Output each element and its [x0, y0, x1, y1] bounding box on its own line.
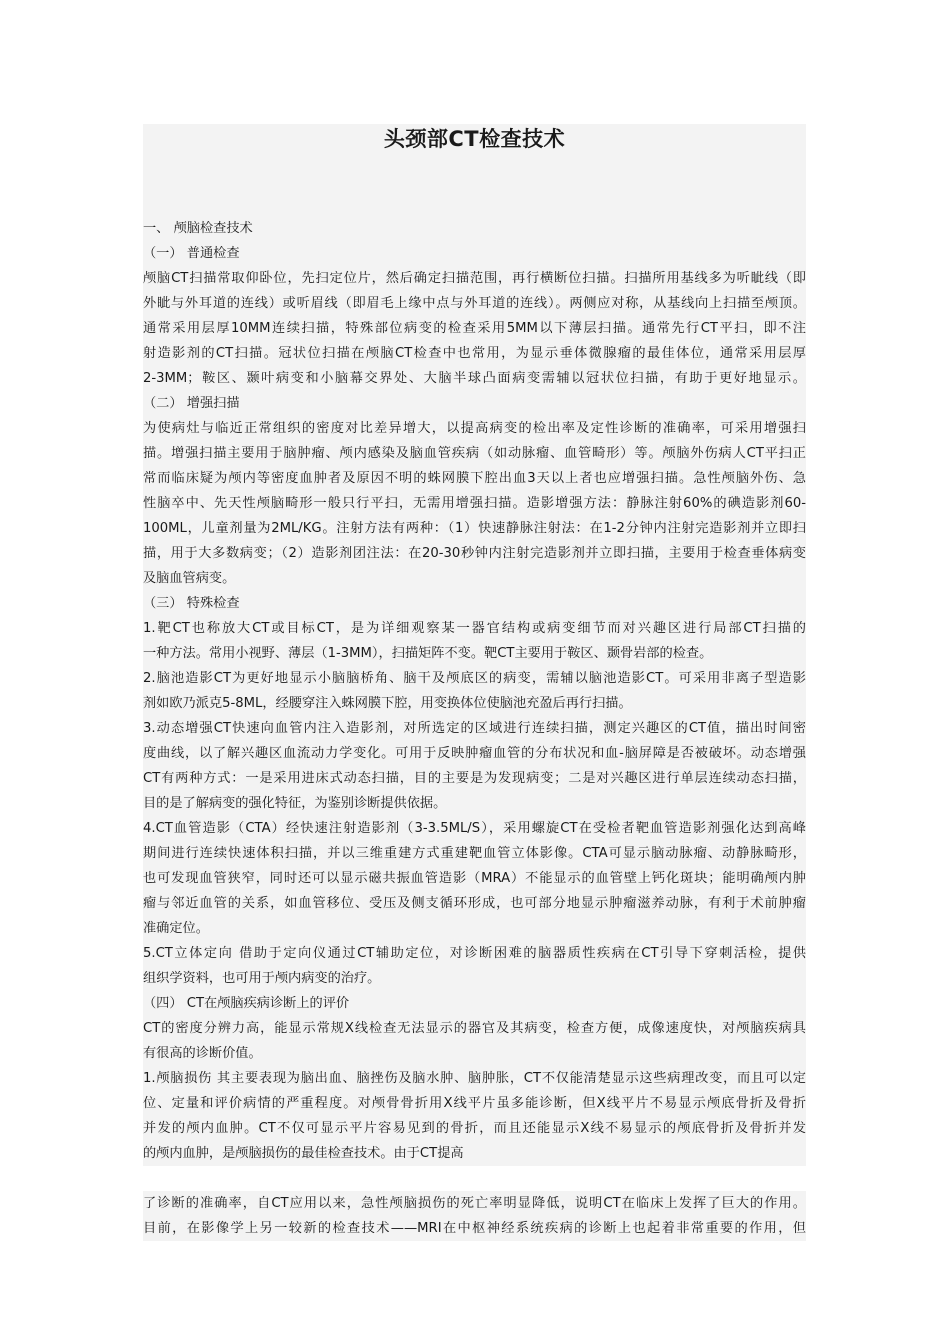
- paragraph-line: 1.颅脑损伤 其主要表现为脑出血、脑挫伤及脑水肿、脑肿胀，CT不仅能清楚显示这些病理改变，而且可以定: [143, 1066, 806, 1091]
- paragraph-line: 1.靶CT也称放大CT或目标CT，是为详细观察某一器官结构或病变细节而对兴趣区进行局部CT扫描的: [143, 616, 806, 641]
- paragraph-line: 一种方法。常用小视野、薄层（1-3MM），扫描矩阵不变。靶CT主要用于鞍区、颞骨岩部的检查。: [143, 641, 806, 666]
- paragraph-line: CT的密度分辨力高，能显示常规X线检查无法显示的器官及其病变，检查方便，成像速度快，对颅脑疾病具: [143, 1016, 806, 1041]
- page-break-gap: [143, 1166, 806, 1191]
- paragraph-line: 目的是了解病变的强化特征，为鉴别诊断提供依据。: [143, 791, 806, 816]
- paragraph-line: 目前，在影像学上另一较新的检查技术——MRI在中枢神经系统疾病的诊断上也起着非常重要的作用，但: [143, 1216, 806, 1241]
- paragraph-line: 性脑卒中、先天性颅脑畸形一般只行平扫，无需用增强扫描。造影增强方法：静脉注射60%的碘造影剂60-: [143, 491, 806, 516]
- paragraph-line: 外眦与外耳道的连线）或听眉线（即眉毛上缘中点与外耳道的连线）。两侧应对称，从基线向上扫描至颅顶。: [143, 291, 806, 316]
- paragraph-line: 期间进行连续快速体积扫描，并以三维重建方式重建靶血管立体影像。CTA可显示脑动脉瘤、动静脉畸形，: [143, 841, 806, 866]
- paragraph-line: 准确定位。: [143, 916, 806, 941]
- paragraph-line: 了诊断的准确率，自CT应用以来，急性颅脑损伤的死亡率明显降低，说明CT在临床上发挥了巨大的作用。: [143, 1191, 806, 1216]
- paragraph-line: 有很高的诊断价值。: [143, 1041, 806, 1066]
- paragraph-line: 2-3MM；鞍区、颞叶病变和小脑幕交界处、大脑半球凸面病变需辅以冠状位扫描，有助于更好地显示。: [143, 366, 806, 391]
- subsection-heading: （一） 普通检查: [143, 241, 806, 266]
- paragraph-line: 100ML，儿童剂量为2ML/KG。注射方法有两种：（1）快速静脉注射法：在1-2分钟内注射完造影剂并立即扫: [143, 516, 806, 541]
- paragraph-line: 为使病灶与临近正常组织的密度对比差异增大，以提高病变的检出率及定性诊断的准确率，可采用增强扫: [143, 416, 806, 441]
- paragraph-line: 的颅内血肿，是颅脑损伤的最佳检查技术。由于CT提高: [143, 1141, 806, 1166]
- paragraph-line: 描。增强扫描主要用于脑肿瘤、颅内感染及脑血管疾病（如动脉瘤、血管畸形）等。颅脑外伤病人CT平扫正: [143, 441, 806, 466]
- document-page: [143, 124, 806, 1241]
- paragraph-line: 也可发现血管狭窄，同时还可以显示磁共振血管造影（MRA）不能显示的血管壁上钙化斑块；能明确颅内肿: [143, 866, 806, 891]
- paragraph-line: 5.CT立体定向 借助于定向仪通过CT辅助定位，对诊断困难的脑器质性疾病在CT引导下穿刺活检，提供: [143, 941, 806, 966]
- paragraph-line: 通常采用层厚10MM连续扫描，特殊部位病变的检查采用5MM以下薄层扫描。通常先行CT平扫，即不注: [143, 316, 806, 341]
- document-title: 头颈部CT检查技术: [383, 127, 566, 151]
- paragraph-line: 并发的颅内血肿。CT不仅可显示平片容易见到的骨折，而且还能显示X线不易显示的颅底骨折及骨折并发: [143, 1116, 806, 1141]
- paragraph-line: 3.动态增强CT快速向血管内注入造影剂，对所选定的区域进行连续扫描，测定兴趣区的CT值，描出时间密: [143, 716, 806, 741]
- paragraph-line: 颅脑CT扫描常取仰卧位，先扫定位片，然后确定扫描范围，再行横断位扫描。扫描所用基线多为听眦线（即: [143, 266, 806, 291]
- title-spacer: [143, 154, 806, 216]
- section-heading: 一、 颅脑检查技术: [143, 216, 806, 241]
- paragraph-line: 常而临床疑为颅内等密度血肿者及原因不明的蛛网膜下腔出血3天以上者也应增强扫描。急性颅脑外伤、急: [143, 466, 806, 491]
- paragraph-line: 描，用于大多数病变；（2）造影剂团注法：在20-30秒钟内注射完造影剂并立即扫描，主要用于检查垂体病变: [143, 541, 806, 566]
- paragraph-line: 4.CT血管造影（CTA）经快速注射造影剂（3-3.5ML/S），采用螺旋CT在受检者靶血管造影剂强化达到高峰: [143, 816, 806, 841]
- paragraph-line: 射造影剂的CT扫描。冠状位扫描在颅脑CT检查中也常用，为显示垂体微腺瘤的最佳体位，通常采用层厚: [143, 341, 806, 366]
- paragraph-line: 度曲线，以了解兴趣区血流动力学变化。可用于反映肿瘤血管的分布状况和血-脑屏障是否被破坏。动态增强: [143, 741, 806, 766]
- paragraph-line: 及脑血管病变。: [143, 566, 806, 591]
- paragraph-line: CT有两种方式：一是采用进床式动态扫描，目的主要是为发现病变；二是对兴趣区进行单层连续动态扫描，: [143, 766, 806, 791]
- paragraph-line: 瘤与邻近血管的关系，如血管移位、受压及侧支循环形成，也可部分地显示肿瘤滋养动脉，有利于术前肿瘤: [143, 891, 806, 916]
- subsection-heading: （四） CT在颅脑疾病诊断上的评价: [143, 991, 806, 1016]
- paragraph-line: 剂如欧乃派克5-8ML，经腰穿注入蛛网膜下腔，用变换体位使脑池充盈后再行扫描。: [143, 691, 806, 716]
- paragraph-line: 2.脑池造影CT为更好地显示小脑脑桥角、脑干及颅底区的病变，需辅以脑池造影CT。可采用非离子型造影: [143, 666, 806, 691]
- paragraph-line: 组织学资料，也可用于颅内病变的治疗。: [143, 966, 806, 991]
- subsection-heading: （三） 特殊检查: [143, 591, 806, 616]
- subsection-heading: （二） 增强扫描: [143, 391, 806, 416]
- paragraph-line: 位、定量和评价病情的严重程度。对颅骨骨折用X线平片虽多能诊断，但X线平片不易显示颅底骨折及骨折: [143, 1091, 806, 1116]
- title-band: [143, 124, 806, 154]
